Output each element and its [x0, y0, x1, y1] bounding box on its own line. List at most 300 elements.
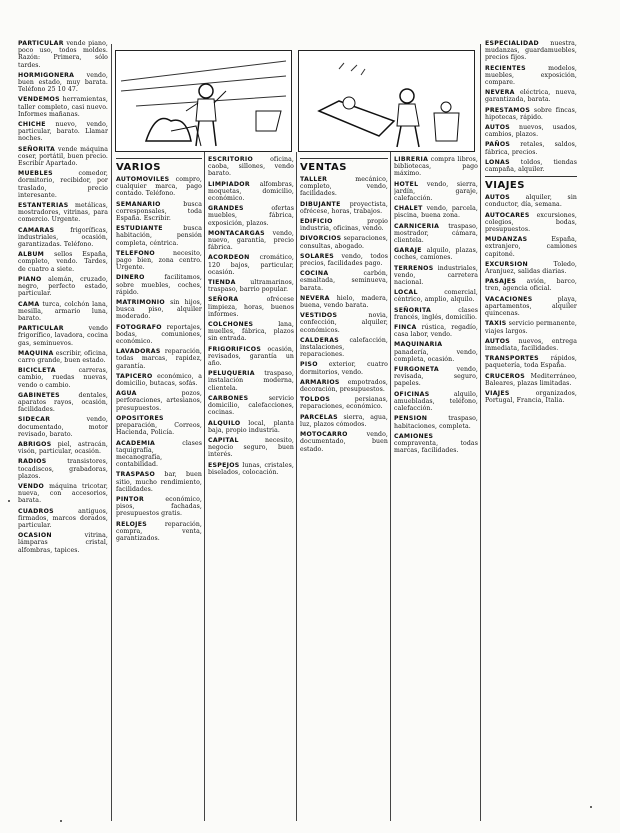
ad-keyword: AGUA: [116, 390, 137, 398]
ad-text: reportajes, bodas, comuniones, económico.: [116, 323, 202, 346]
classified-ad: [18, 146, 108, 168]
ad-keyword: GRANDES: [208, 205, 244, 213]
classified-ad: [485, 278, 577, 292]
classified-ad: [300, 361, 388, 375]
classified-ad: [394, 341, 478, 363]
ad-keyword: PAÑOS: [485, 141, 511, 149]
ad-column-1: [18, 40, 108, 823]
classified-ad: [116, 225, 202, 247]
ad-keyword: FURGONETA: [394, 366, 439, 374]
ad-keyword: MONTACARGAS: [208, 229, 265, 237]
classified-ad: [300, 396, 388, 410]
classified-ad: [18, 392, 108, 414]
classified-ad: [18, 170, 108, 199]
classified-ad: [116, 471, 202, 493]
classified-ad: [208, 462, 294, 476]
ad-column-3: [208, 156, 294, 823]
ad-text: sobre fincas, hipotecas, rápido.: [485, 106, 577, 121]
classified-ad: [18, 441, 108, 455]
column-rule: [111, 44, 112, 821]
ad-text: lana, muelles, fábrica, plazos sin entrada.: [208, 321, 294, 343]
ad-keyword: MAQUINA: [18, 349, 54, 357]
ad-text: vendo, sierra, jardín, garaje, calefacción.: [394, 180, 478, 203]
ad-text: panadería, vendo, completa, ocasión.: [394, 348, 478, 363]
classified-ad: [116, 390, 202, 412]
classified-ad: [300, 295, 388, 309]
column-rule: [390, 152, 391, 821]
ad-text: escribir, oficina, carro grande, buen estado.: [18, 349, 108, 364]
classified-ad: [485, 141, 577, 155]
ad-keyword: VESTIDOS: [300, 312, 338, 320]
classified-ad: [208, 156, 294, 178]
ad-keyword: MUEBLES: [18, 170, 53, 178]
ad-keyword: TRASPASO: [116, 471, 156, 479]
ad-text: vendo, todos precios, facilidades pago.: [300, 252, 388, 268]
ad-keyword: LIMPIADOR: [208, 180, 250, 188]
ad-text: Mediterráneo, Baleares, plazas limitadas.: [485, 372, 577, 387]
ad-keyword: MAQUINARIA: [394, 341, 443, 349]
classified-ad: [394, 223, 478, 245]
ad-keyword: OPOSITORES: [116, 414, 164, 422]
ad-keyword: TERRENOS: [394, 264, 434, 272]
ad-text: excursiones, colegios, bodas, presupuestos.: [485, 211, 577, 234]
ad-text: traspaso, instalación moderna, clientela.: [208, 370, 294, 392]
ad-text: vitrina, lámparas cristal, alfombras, tapices.: [18, 532, 108, 554]
ad-text: sierra, agua, luz, plazos cómodos.: [300, 413, 388, 428]
classified-ad: [116, 274, 202, 296]
ad-keyword: SEÑORITA: [18, 145, 56, 153]
classified-ad: [485, 355, 577, 369]
ad-text: sellos España, completo, vendo. Tardes, de cuatro a siete.: [18, 251, 108, 273]
classified-ad: [208, 279, 294, 293]
ad-keyword: AUTOS: [485, 194, 511, 202]
section-heading-viajes: VIAJES: [485, 180, 525, 192]
ad-keyword: OCASION: [18, 532, 52, 540]
classified-ad: [300, 337, 388, 359]
ad-text: comercial, céntrico, amplio, alquilo.: [394, 289, 478, 304]
ad-keyword: DIVORCIOS: [300, 235, 342, 243]
ad-keyword: PELUQUERIA: [208, 370, 255, 378]
ad-keyword: SOLARES: [300, 252, 334, 260]
ad-text: comedor, dormitorio, recibidor, por traslado, precio interesante.: [18, 170, 108, 199]
ad-keyword: ACORDEON: [208, 254, 250, 262]
classified-ad: [116, 373, 202, 387]
ad-text: económico, a domicilio, butacas, sofás.: [116, 372, 202, 388]
classified-ad: [116, 521, 202, 543]
classified-ad: [18, 276, 108, 298]
ad-keyword: VIAJES: [485, 389, 510, 397]
ad-text: vendo, revisada, seguro, papeles.: [394, 366, 478, 388]
classified-ad: [394, 265, 478, 287]
ad-text: piel, astracán, visón, particular, ocasión.: [18, 440, 108, 456]
classified-ad: [208, 437, 294, 459]
classified-ad: [116, 348, 202, 370]
ad-keyword: ALBUM: [18, 251, 45, 259]
ad-text: dentales, aparatos rayos, ocasión, facilidades.: [18, 391, 108, 414]
cartoon-panel-right: [298, 50, 475, 152]
classified-ad: [394, 156, 478, 178]
ad-text: España, extranjero, camiones capitoné.: [485, 236, 577, 258]
ad-keyword: MOTOCARRO: [300, 431, 348, 439]
ad-text: antiguos, firmados, marcos dorados, particular.: [18, 507, 108, 529]
ad-text: retales, saldos, fábrica, precios.: [485, 141, 577, 156]
classified-ad: [116, 440, 202, 469]
ad-keyword: TOLDOS: [300, 396, 331, 404]
classified-ad: [18, 416, 108, 438]
ad-keyword: GARAJE: [394, 247, 422, 255]
ad-keyword: ACADEMIA: [116, 439, 156, 447]
classified-ad: [300, 312, 388, 334]
ad-text: facilitamos, sobre muebles, coches, rápido.: [116, 274, 202, 296]
ad-keyword: PASAJES: [485, 278, 517, 286]
classified-ad: [300, 218, 388, 232]
classified-ad: [485, 194, 577, 208]
classified-ad: [394, 415, 478, 429]
classified-ad: [300, 431, 388, 453]
section-rule: [300, 158, 388, 159]
ad-text: vende máquina coser, portátil, buen precio. Escribir Apartado.: [18, 145, 108, 168]
ad-keyword: TAPICERO: [116, 372, 153, 380]
ad-column-4: [300, 156, 388, 823]
ad-text: bar, buen sitio, mucho rendimiento, facilidades.: [116, 471, 202, 493]
ad-text: nuevo, vendo, particular, barato. Llamar noches.: [18, 121, 108, 143]
ad-keyword: EDIFICIO: [300, 218, 333, 226]
ad-keyword: ESTUDIANTE: [116, 225, 163, 233]
classified-ad: [485, 159, 577, 173]
ad-keyword: SEÑORA: [208, 296, 239, 304]
ad-text: lunas, cristales, biselados, colocación.: [208, 461, 294, 476]
classified-ad: [394, 181, 478, 203]
ad-text: rústica, regadío, casa labor, vendo.: [394, 324, 478, 339]
ad-keyword: HORMIGONERA: [18, 71, 75, 79]
ad-text: herramientas, taller completo, casi nuevo. Informes mañanas.: [18, 96, 108, 118]
ad-keyword: ALQUILO: [208, 419, 241, 427]
ad-text: compro, cualquier marca, pago contado. Teléfono.: [116, 176, 202, 198]
classified-ad: [18, 458, 108, 480]
ad-keyword: OFICINAS: [394, 390, 430, 398]
ad-keyword: CAMARAS: [18, 226, 55, 234]
section-rule: [116, 158, 202, 159]
ad-keyword: AUTOS: [485, 337, 511, 345]
ad-text: transistores, tocadiscos, grabadoras, plazos.: [18, 458, 108, 480]
cartoon-drawing-left: [116, 51, 291, 151]
classified-ad: [18, 532, 108, 554]
ad-keyword: FOTOGRAFO: [116, 323, 162, 331]
ad-text: Toledo, Aranjuez, salidas diarias.: [485, 260, 577, 276]
ad-keyword: RADIOS: [18, 458, 47, 466]
ad-keyword: VENDEMOS: [18, 96, 60, 104]
ad-keyword: ABRIGOS: [18, 440, 52, 448]
ad-text: servicio domicilio, calefacciones, cocinas.: [208, 394, 294, 417]
ad-text: reparación, compra, venta, garantizados.: [116, 520, 202, 542]
ad-text: clases taquigrafía, mecanografía, contabilidad.: [116, 439, 202, 469]
classified-ad: [18, 227, 108, 249]
classified-ad: [394, 366, 478, 388]
ad-keyword: CUADROS: [18, 507, 54, 515]
ad-keyword: BICICLETA: [18, 367, 56, 375]
classified-ad: [116, 324, 202, 346]
column-rule: [296, 152, 297, 821]
classified-ad: [18, 40, 108, 69]
ad-keyword: FINCA: [394, 324, 417, 332]
ad-text: ultramarinos, traspaso, barrio popular.: [208, 279, 294, 294]
ad-text: alquilo, amuebladas, teléfono, calefacción.: [394, 390, 478, 413]
classified-ad: [300, 176, 388, 198]
ad-keyword: LONAS: [485, 158, 510, 166]
ad-text: vendo, documentado, buen estado.: [300, 431, 388, 453]
classified-ad: [485, 373, 577, 387]
column-rule: [480, 44, 481, 821]
ad-text: alemán, cruzado, negro, perfecto estado, particular.: [18, 275, 108, 298]
ad-keyword: DIBUJANTE: [300, 200, 341, 208]
ad-keyword: PARCELAS: [300, 413, 338, 421]
ad-keyword: PINTOR: [116, 495, 145, 503]
ad-text: carreras, cambio, ruedas nuevas, vendo o cambio.: [18, 367, 108, 389]
ad-keyword: COCINA: [300, 270, 329, 278]
classified-ad: [18, 483, 108, 505]
ad-keyword: CRUCEROS: [485, 372, 525, 380]
ad-text: calefacción, instalaciones, reparaciones.: [300, 336, 388, 359]
ad-keyword: FRIGORIFICOS: [208, 345, 262, 353]
classified-ad: [485, 338, 577, 352]
ad-text: frigoríficas, industriales, ocasión, garantizadas. Teléfono.: [18, 226, 108, 249]
ad-text: busca habitación, pensión completa, céntrica.: [116, 225, 202, 247]
ad-keyword: AUTOS: [485, 124, 511, 132]
classified-ad: [208, 230, 294, 252]
classified-ad: [394, 289, 478, 303]
ad-keyword: CALDERAS: [300, 336, 340, 344]
ad-keyword: RECIENTES: [485, 64, 526, 72]
ad-text: empotrados, decoración, presupuestos.: [300, 378, 388, 394]
ad-text: vendo, parcela, piscina, buena zona.: [394, 205, 478, 220]
ad-text: local, planta baja, propio industria.: [208, 419, 294, 434]
ad-text: oficina, caoba, sillones, vendo barato.: [208, 156, 294, 178]
ad-keyword: LAVADORAS: [116, 348, 161, 356]
ad-text: nuevos, entrega inmediata, facilidades.: [485, 337, 577, 352]
ad-keyword: AUTOCARES: [485, 211, 530, 219]
ad-text: compraventa, todas marcas, facilidades.: [394, 439, 478, 455]
classified-ad: [208, 370, 294, 392]
ad-keyword: TIENDA: [208, 279, 236, 287]
ad-text: vendo, buen estado, muy barata. Teléfono 25 10 47.: [18, 71, 108, 94]
classified-ad: [485, 124, 577, 138]
ad-text: mecánico, completo, vendo, facilidades.: [300, 176, 388, 198]
ad-keyword: CAMIONES: [394, 432, 434, 440]
scan-speck: [8, 500, 10, 502]
ad-keyword: SIDECAR: [18, 416, 51, 424]
classified-ad: [116, 299, 202, 321]
ad-keyword: PARTICULAR: [18, 40, 64, 47]
ad-text: pozos, perforaciones, artesianos, presupuestos.: [116, 390, 202, 412]
classified-ad: [485, 40, 577, 62]
ad-text: vendo, nuevo, garantía, precio fábrica.: [208, 229, 294, 252]
ad-keyword: LIBRERIA: [394, 156, 429, 163]
ad-keyword: PISO: [300, 361, 318, 369]
classified-ad: [208, 181, 294, 203]
ad-keyword: MUDANZAS: [485, 236, 528, 244]
ad-keyword: GABINETES: [18, 391, 60, 399]
ad-text: rápidos, paquetería, toda España.: [485, 355, 577, 370]
ad-text: necesito, negocio seguro, buen interés.: [208, 436, 294, 459]
ad-text: compra libros, bibliotecas, pago máximo.: [394, 156, 478, 178]
section-rule: [485, 176, 577, 177]
ad-text: turca, colchón lana, mesilla, armario luna, barato.: [18, 300, 108, 322]
ad-keyword: TAXIS: [485, 320, 507, 328]
ad-text: proyectista, ofrécese, horas, trabajos.: [300, 200, 388, 215]
ad-keyword: PENSION: [394, 415, 428, 423]
classified-ad: [300, 235, 388, 249]
ad-text: clases francés, inglés, domicilio.: [394, 306, 478, 321]
ad-keyword: TALLER: [300, 176, 328, 183]
classified-ad: [18, 251, 108, 273]
ad-text: vendo, documentado, motor revisado, barato.: [18, 416, 108, 438]
classified-ad: [394, 391, 478, 413]
classified-ad: [18, 121, 108, 143]
classified-ad: [18, 350, 108, 364]
ad-keyword: ESPEJOS: [208, 461, 240, 469]
column-rule: [204, 152, 205, 821]
classified-ad: [208, 346, 294, 368]
ad-keyword: ESCRITORIO: [208, 156, 254, 163]
classified-ad: [18, 301, 108, 323]
classified-ad: [300, 253, 388, 267]
ad-keyword: RELOJES: [116, 520, 148, 528]
classified-ad: [485, 107, 577, 121]
ad-text: eléctrica, nueva, garantizada, barata.: [485, 89, 577, 104]
ad-text: propio industria, oficinas, vendo.: [300, 218, 388, 233]
ad-keyword: VACACIONES: [485, 295, 533, 303]
ad-text: reparación, todas marcas, rapidez, garantía.: [116, 348, 202, 370]
ad-keyword: ESTANTERIAS: [18, 202, 69, 210]
ad-keyword: SEMANARIO: [116, 200, 161, 208]
ad-text: alquiler, sin conductor, día, semana.: [485, 194, 577, 209]
ad-text: carbón, esmaltada, seminueva, barata.: [300, 270, 388, 292]
ad-keyword: CARNICERIA: [394, 222, 440, 230]
classified-ad: [300, 379, 388, 393]
classified-ad: [116, 176, 202, 198]
ad-keyword: CAPITAL: [208, 436, 239, 444]
ad-keyword: AUTOMOVILES: [116, 176, 170, 183]
classified-ad: [18, 325, 108, 347]
ad-text: exterior, cuatro dormitorios, vendo.: [300, 361, 388, 376]
ad-text: necesito, pago bien, zona centro. Urgente.: [116, 249, 202, 272]
ad-keyword: COLCHONES: [208, 321, 254, 329]
ad-keyword: DINERO: [116, 274, 145, 282]
ad-keyword: HOTEL: [394, 180, 419, 188]
ad-text: servicio permanente, viajes largos.: [485, 320, 577, 335]
ad-text: playa, apartamentos, alquiler quincenas.: [485, 295, 577, 318]
ad-keyword: PARTICULAR: [18, 325, 64, 333]
classified-ad: [300, 201, 388, 215]
ad-keyword: CARBONES: [208, 394, 249, 402]
ad-text: industriales, vendo, carretera nacional.: [394, 264, 478, 287]
classified-ad: [208, 296, 294, 318]
cartoon-drawing-right: [299, 51, 474, 151]
ad-text: ofrécese limpieza, horas, buenos informes.: [208, 296, 294, 318]
ad-text: hielo, madera, buena, vendo barata.: [300, 294, 388, 310]
scan-speck: [590, 806, 592, 808]
ad-text: alfombras, moquetas, domicilio, económico.: [208, 180, 294, 203]
ad-keyword: CHALET: [394, 205, 423, 213]
ad-keyword: NEVERA: [485, 89, 515, 97]
ad-text: alquilo, plazas, coches, camiones.: [394, 247, 478, 262]
ad-text: traspaso, habitaciones, completa.: [394, 415, 478, 430]
classified-ad: [394, 205, 478, 219]
ad-text: vende piano, poco uso, todos moldes. Razón: Primera, sólo tardes.: [18, 40, 108, 69]
ad-keyword: EXCURSION: [485, 260, 529, 268]
ad-text: nuevos, usados, cambios, plazos.: [485, 124, 577, 139]
ad-text: metálicas, mostradores, vitrinas, para comercio. Urgente.: [18, 202, 108, 224]
classified-ad: [18, 367, 108, 389]
classified-ad: [18, 96, 108, 118]
ad-text: ofertas muebles, fábrica, exposición, plazos.: [208, 205, 294, 227]
scan-speck: [60, 820, 62, 822]
ad-text: separaciones, consultas, abogado.: [300, 235, 388, 250]
ad-text: cromático, 120 bajos, particular, ocasión.: [208, 254, 294, 276]
ad-text: toldos, tiendas campaña, alquiler.: [485, 158, 577, 174]
classified-ad: [208, 395, 294, 417]
ad-text: busca corresponsales, toda España. Escribir.: [116, 200, 202, 223]
ad-keyword: ARMARIOS: [300, 378, 340, 386]
section-heading-ventas: VENTAS: [300, 162, 347, 173]
ad-text: organizados, Portugal, Francia, Italia.: [485, 389, 577, 405]
classified-ad: [394, 433, 478, 455]
ad-text: avión, barco, tren, agencia oficial.: [485, 278, 577, 293]
classified-ad: [485, 296, 577, 318]
ad-column-2: [116, 156, 202, 823]
ad-keyword: PIANO: [18, 275, 42, 283]
ad-text: traspaso, mostrador, cámara, clientela.: [394, 222, 478, 245]
ad-keyword: TRANSPORTES: [485, 355, 539, 363]
classified-ad: [18, 72, 108, 94]
classified-ad: [18, 202, 108, 224]
ad-text: modelos, muebles, exposición, compare.: [485, 64, 577, 87]
ad-text: máquina tricotar, nueva, con accesorios, barata.: [18, 482, 108, 505]
classified-ad: [485, 390, 577, 404]
ad-text: persianas, reparaciones, económico.: [300, 396, 388, 411]
classified-ad: [116, 201, 202, 223]
classified-ad: [208, 321, 294, 343]
ad-column-5: [394, 156, 478, 823]
classified-ad: [116, 496, 202, 518]
ad-keyword: VENDO: [18, 482, 45, 490]
ad-keyword: ESPECIALIDAD: [485, 40, 539, 47]
classified-ad: [18, 508, 108, 530]
ad-keyword: NEVERA: [300, 294, 330, 302]
classified-ad: [208, 205, 294, 227]
ad-keyword: SEÑORITA: [394, 306, 432, 314]
classified-ad: [394, 307, 478, 321]
classified-ad: [116, 250, 202, 272]
classified-ad: [208, 254, 294, 276]
ad-keyword: MATRIMONIO: [116, 299, 165, 307]
cartoon-panel-left: [115, 50, 292, 152]
ad-text: novia, confección, alquiler, económicos.: [300, 312, 388, 334]
classified-ad: [485, 320, 577, 334]
ad-keyword: CHICHE: [18, 121, 46, 129]
ad-text: vendo frigorífico, lavadora, cocina gas, seminuevos.: [18, 325, 108, 347]
ad-keyword: LOCAL: [394, 289, 418, 297]
classified-ad: [394, 324, 478, 338]
ad-text: económico, pisos, fachadas, presupuestos gratis.: [116, 495, 202, 518]
ad-text: ocasión, revisados, garantía un año.: [208, 345, 294, 368]
ad-keyword: CAMA: [18, 300, 40, 308]
classified-ad: [485, 65, 577, 87]
classified-ad: [485, 212, 577, 234]
classified-ad: [485, 261, 577, 275]
section-heading-varios: VARIOS: [116, 162, 161, 173]
classified-ad: [485, 236, 577, 258]
